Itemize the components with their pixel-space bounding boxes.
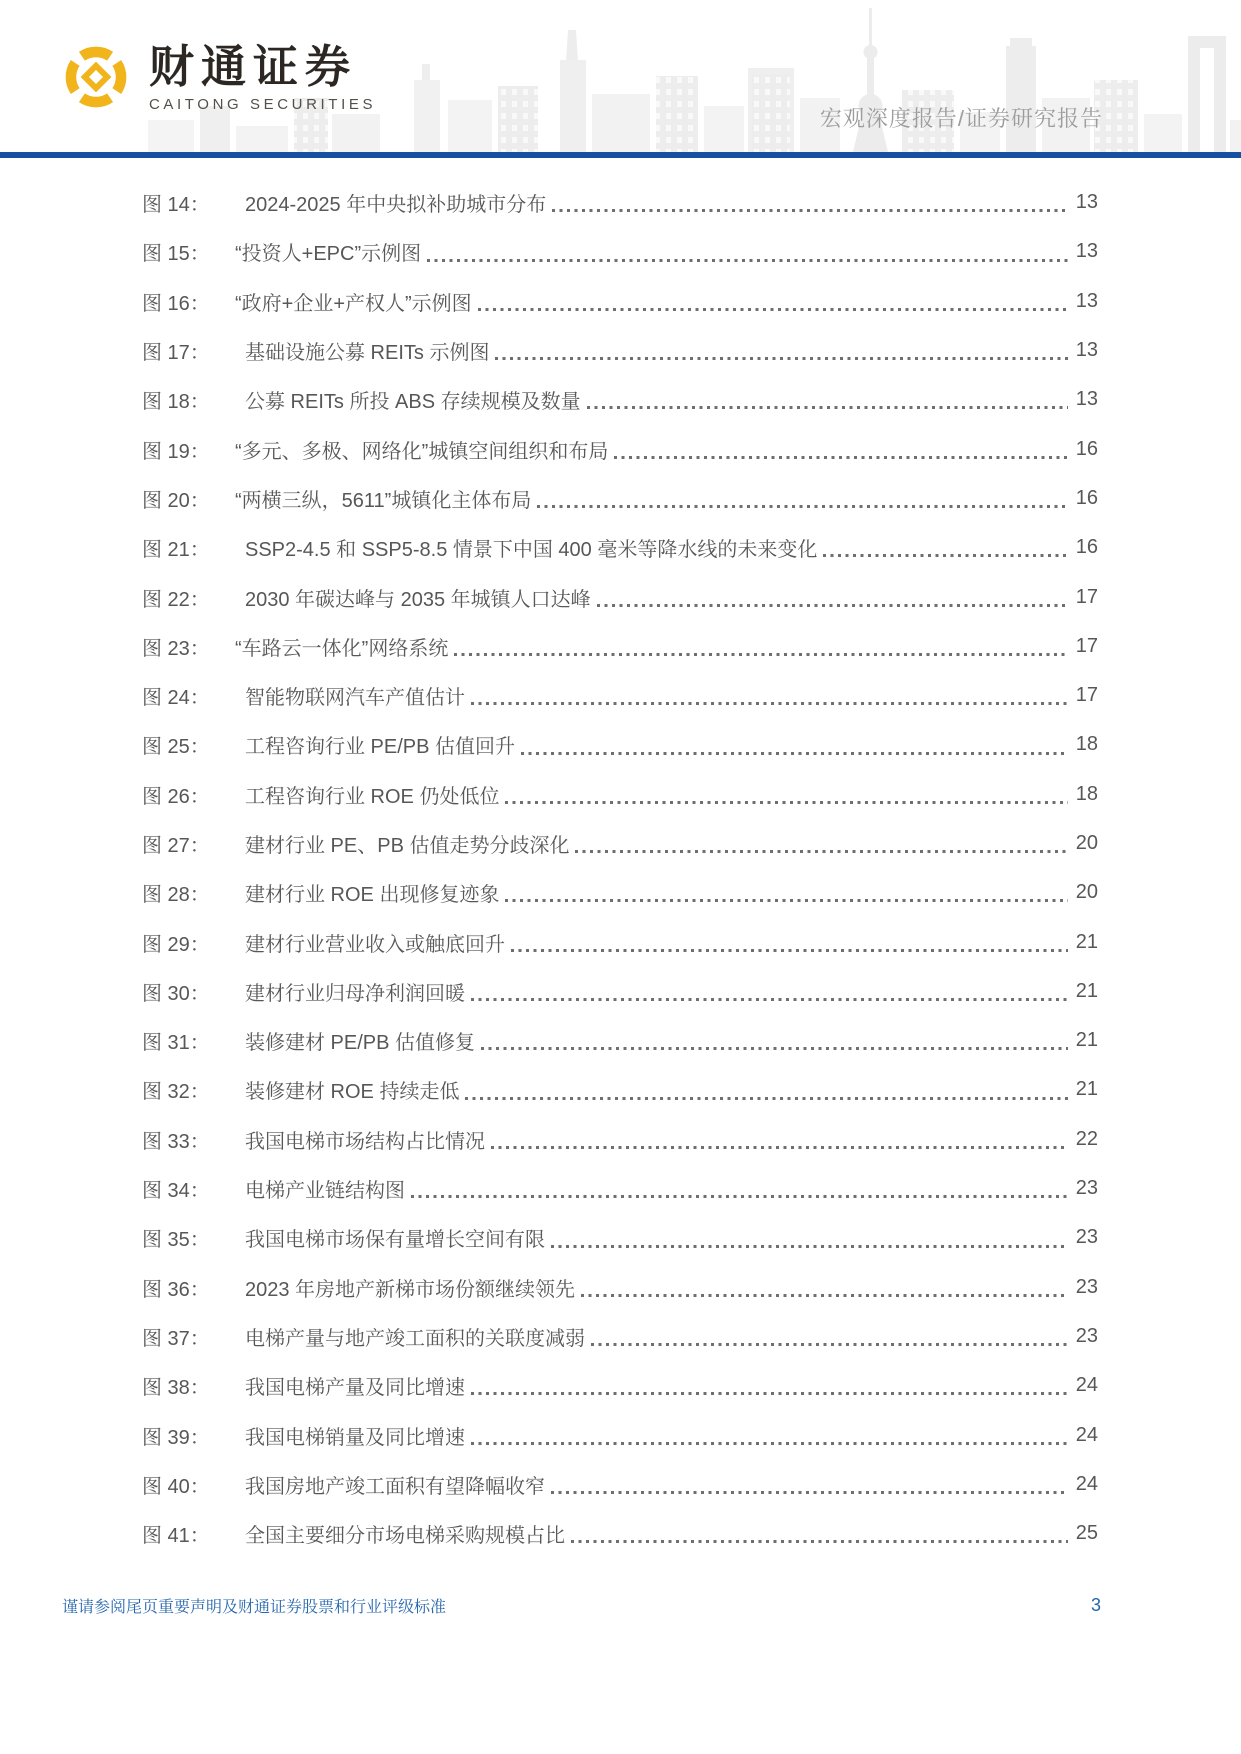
figure-title: 智能物联网汽车产值估计	[245, 687, 465, 710]
toc-entry[interactable]	[142, 375, 1098, 424]
figure-label: 图 41：	[142, 1525, 210, 1548]
figure-label: 图 36：	[142, 1278, 210, 1301]
toc-entry[interactable]	[142, 622, 1098, 671]
figure-title: 2030 年碳达峰与 2035 年城镇人口达峰	[245, 588, 591, 611]
figure-title: 电梯产业链结构图	[245, 1180, 405, 1203]
figure-title: “车路云一体化”网络系统	[235, 637, 449, 660]
dotted-leader	[552, 209, 1068, 212]
logo-name-cn: 财通证券	[149, 42, 358, 92]
dotted-leader	[591, 1343, 1068, 1346]
toc-entry[interactable]	[142, 572, 1098, 621]
figure-label: 图 27：	[142, 835, 210, 857]
figure-label: 图 40：	[142, 1475, 210, 1498]
dotted-leader	[505, 801, 1068, 804]
figure-page-number: 23	[1075, 1324, 1098, 1347]
figure-label: 图 26：	[142, 785, 210, 808]
figure-page-number: 23	[1075, 1275, 1098, 1298]
figure-label: 图 25：	[142, 736, 210, 759]
dotted-leader	[614, 456, 1068, 459]
caitong-logo	[63, 44, 376, 113]
figure-label: 图 39：	[142, 1426, 210, 1449]
logo-wordmark	[149, 44, 376, 113]
toc-entry[interactable]	[142, 671, 1098, 720]
figure-label: 图 38：	[142, 1377, 210, 1400]
toc-entry[interactable]	[142, 1213, 1098, 1262]
figure-page-number: 16	[1075, 486, 1098, 509]
table-of-figures	[142, 178, 1098, 1558]
dotted-leader	[495, 357, 1068, 360]
figure-label: 图 16：	[142, 292, 210, 315]
figure-label: 图 34：	[142, 1180, 210, 1203]
dotted-leader	[823, 554, 1068, 557]
toc-entry[interactable]	[142, 1460, 1098, 1509]
toc-entry[interactable]	[142, 1016, 1098, 1065]
figure-label: 图 35：	[142, 1229, 210, 1252]
figure-title: 我国电梯市场保有量增长空间有限	[245, 1229, 545, 1252]
toc-entry[interactable]	[142, 178, 1098, 227]
figure-page-number: 13	[1075, 240, 1098, 263]
figure-page-number: 23	[1075, 1226, 1098, 1249]
page-number: 3	[1090, 1595, 1101, 1615]
header-divider-rule	[0, 152, 1241, 158]
figure-label: 图 32：	[142, 1081, 210, 1104]
figure-page-number: 21	[1075, 1078, 1098, 1101]
figure-title: “两横三纵，5611”城镇化主体布局	[235, 489, 532, 512]
figure-label: 图 37：	[142, 1327, 210, 1350]
figure-label: 图 33：	[142, 1130, 210, 1153]
figure-title: 建材行业 PE、PB 估值走势分歧深化	[245, 835, 570, 857]
figure-title: 工程咨询行业 ROE 仍处低位	[245, 785, 500, 808]
figure-title: 我国电梯市场结构占比情况	[245, 1130, 485, 1153]
figure-title: 建材行业 ROE 出现修复迹象	[245, 884, 500, 907]
dotted-leader	[481, 1047, 1068, 1050]
toc-entry[interactable]	[142, 523, 1098, 572]
figure-page-number: 18	[1075, 733, 1098, 756]
figure-page-number: 22	[1075, 1127, 1098, 1150]
figure-page-number: 21	[1075, 979, 1098, 1002]
figure-page-number: 17	[1075, 585, 1098, 608]
figure-title: 建材行业归母净利润回暖	[245, 982, 465, 1005]
dotted-leader	[471, 1392, 1068, 1395]
toc-entry[interactable]	[142, 1509, 1098, 1558]
figure-title: SSP2-4.5 和 SSP5-8.5 情景下中国 400 毫米等降水线的未来变化	[245, 539, 818, 562]
figure-label: 图 30：	[142, 982, 210, 1005]
dotted-leader	[505, 899, 1068, 902]
dotted-leader	[575, 850, 1068, 853]
figure-title: 装修建材 ROE 持续走低	[245, 1081, 460, 1104]
figure-page-number: 13	[1075, 388, 1098, 411]
toc-entry[interactable]	[142, 227, 1098, 276]
toc-entry[interactable]	[142, 770, 1098, 819]
toc-entry[interactable]	[142, 1164, 1098, 1213]
figure-title: “多元、多极、网络化”城镇空间组织和布局	[235, 440, 609, 463]
figure-page-number: 24	[1075, 1423, 1098, 1446]
dotted-leader	[471, 702, 1068, 705]
footer-disclaimer: 谨请参阅尾页重要声明及财通证券股票和行业评级标准	[62, 1599, 447, 1616]
figure-page-number: 24	[1075, 1472, 1098, 1495]
dotted-leader	[571, 1540, 1068, 1543]
figure-label: 图 20：	[142, 489, 210, 512]
dotted-leader	[587, 406, 1068, 409]
figure-page-number: 23	[1075, 1177, 1098, 1200]
figure-label: 图 24：	[142, 687, 210, 710]
toc-entry[interactable]	[142, 1410, 1098, 1459]
figure-title: 建材行业营业收入或触底回升	[245, 933, 505, 956]
figure-title: 装修建材 PE/PB 估值修复	[245, 1032, 476, 1055]
toc-entry[interactable]	[142, 474, 1098, 523]
dotted-leader	[581, 1294, 1068, 1297]
figure-title: 2024-2025 年中央拟补助城市分布	[245, 194, 547, 217]
dotted-leader	[551, 1491, 1068, 1494]
dotted-leader	[471, 998, 1068, 1001]
figure-page-number: 16	[1075, 437, 1098, 460]
figure-title: “政府+企业+产权人”示例图	[235, 292, 472, 315]
dotted-leader	[465, 1097, 1068, 1100]
figure-page-number: 13	[1075, 339, 1098, 362]
toc-entry[interactable]	[142, 326, 1098, 375]
figure-title: 2023 年房地产新梯市场份额继续领先	[245, 1278, 576, 1301]
toc-entry[interactable]	[142, 868, 1098, 917]
figure-label: 图 22：	[142, 588, 210, 611]
toc-entry[interactable]	[142, 1065, 1098, 1114]
figure-title: 基础设施公募 REITs 示例图	[245, 342, 490, 365]
dotted-leader	[597, 604, 1068, 607]
figure-page-number: 20	[1075, 832, 1098, 854]
figure-title: 工程咨询行业 PE/PB 估值回升	[245, 736, 516, 759]
figure-title: 我国房地产竣工面积有望降幅收窄	[245, 1475, 545, 1498]
dotted-leader	[491, 1146, 1068, 1149]
page-header	[0, 0, 1241, 152]
toc-entry[interactable]	[142, 917, 1098, 966]
figure-title: 电梯产量与地产竣工面积的关联度减弱	[245, 1327, 585, 1350]
report-type-label: 宏观深度报告/证券研究报告	[819, 106, 1103, 131]
toc-entry[interactable]	[142, 720, 1098, 769]
figure-page-number: 20	[1075, 881, 1098, 904]
caitong-coin-icon	[63, 44, 129, 110]
figure-label: 图 28：	[142, 884, 210, 907]
figure-title: 公募 REITs 所投 ABS 存续规模及数量	[245, 391, 581, 414]
figure-label: 图 18：	[142, 391, 210, 414]
figure-page-number: 13	[1075, 289, 1098, 312]
dotted-leader	[521, 752, 1068, 755]
figure-label: 图 29：	[142, 933, 210, 956]
toc-entry[interactable]	[142, 819, 1098, 868]
figure-page-number: 18	[1075, 782, 1098, 805]
dotted-leader	[478, 308, 1068, 311]
dotted-leader	[537, 505, 1068, 508]
figure-label: 图 31：	[142, 1032, 210, 1055]
dotted-leader	[427, 259, 1068, 262]
figure-title: 我国电梯产量及同比增速	[245, 1377, 465, 1400]
figure-page-number: 17	[1075, 684, 1098, 707]
dotted-leader	[454, 653, 1068, 656]
dotted-leader	[511, 949, 1068, 952]
figure-title: 全国主要细分市场电梯采购规模占比	[245, 1525, 565, 1548]
toc-entry[interactable]	[142, 1263, 1098, 1312]
page-footer	[62, 1594, 1101, 1617]
figure-label: 图 19：	[142, 440, 210, 463]
figure-page-number: 21	[1075, 930, 1098, 953]
toc-entry[interactable]	[142, 1312, 1098, 1361]
toc-entry[interactable]	[142, 277, 1098, 326]
figure-label: 图 21：	[142, 539, 210, 562]
figure-page-number: 13	[1075, 191, 1098, 214]
figure-page-number: 21	[1075, 1029, 1098, 1052]
figure-page-number: 16	[1075, 536, 1098, 559]
figure-page-number: 25	[1075, 1522, 1098, 1545]
figure-label: 图 15：	[142, 243, 210, 266]
dotted-leader	[551, 1245, 1068, 1248]
figure-page-number: 17	[1075, 634, 1098, 657]
figure-page-number: 24	[1075, 1374, 1098, 1397]
toc-entry[interactable]	[142, 1361, 1098, 1410]
figure-label: 图 23：	[142, 637, 210, 660]
dotted-leader	[471, 1442, 1068, 1445]
figure-label: 图 14：	[142, 194, 210, 217]
figure-title: 我国电梯销量及同比增速	[245, 1426, 465, 1449]
toc-entry[interactable]	[142, 1115, 1098, 1164]
toc-entry[interactable]	[142, 967, 1098, 1016]
logo-name-en: CAITONG SECURITIES	[149, 96, 377, 114]
figure-label: 图 17：	[142, 342, 210, 365]
figure-title: “投资人+EPC”示例图	[235, 243, 422, 266]
toc-entry[interactable]	[142, 424, 1098, 473]
dotted-leader	[411, 1195, 1068, 1198]
